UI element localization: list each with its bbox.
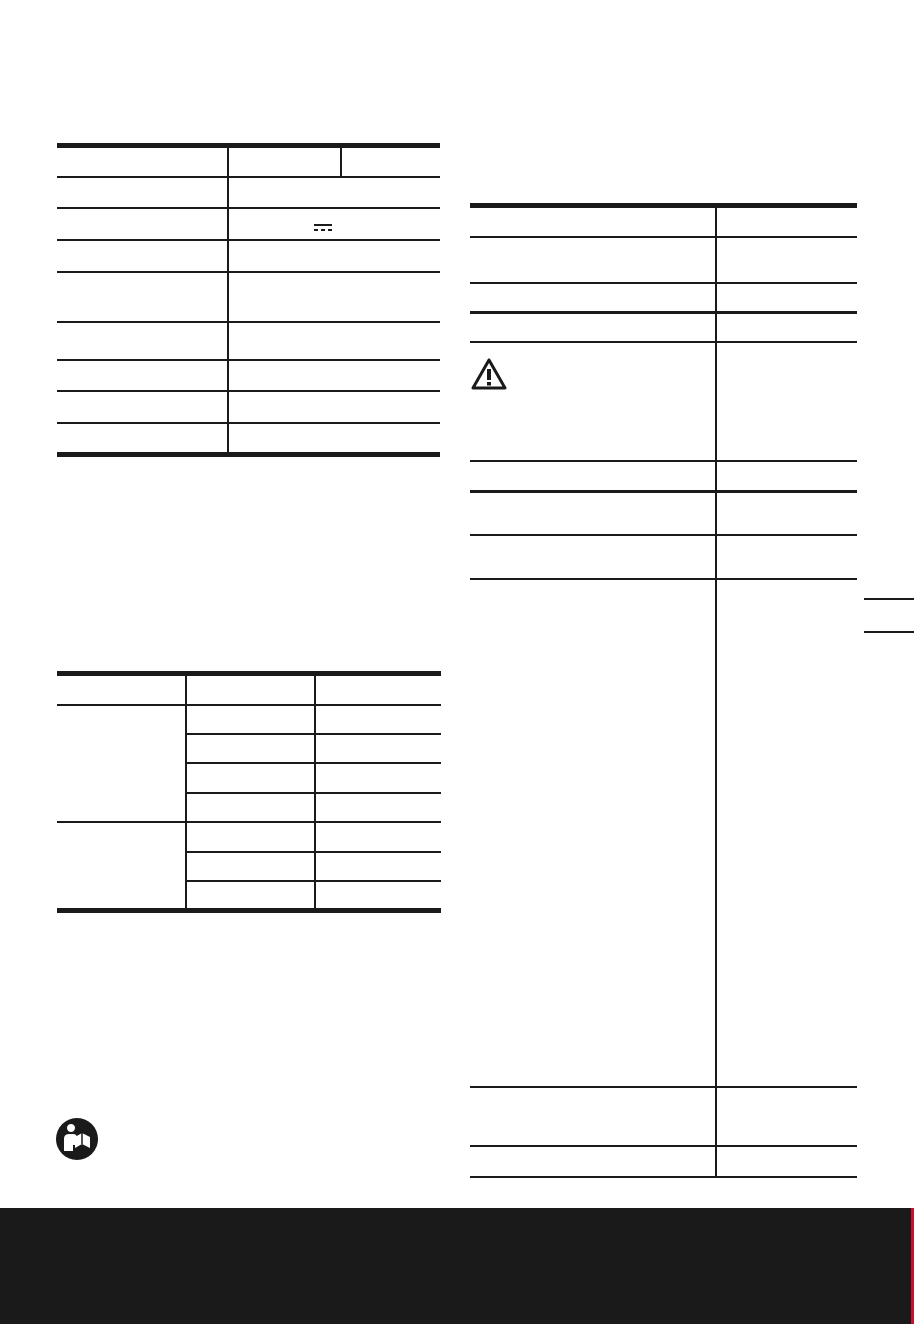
side-tab-marker (864, 631, 914, 633)
table-column-divider (340, 148, 342, 176)
table-row-divider (185, 733, 441, 735)
table-row-divider (185, 880, 441, 882)
table-row-divider (470, 236, 857, 238)
table-row-divider (470, 1086, 857, 1088)
table-row-divider (57, 271, 440, 273)
table-row-divider (57, 704, 441, 706)
table-bottom-rule (470, 1176, 857, 1178)
table-column-divider (715, 208, 717, 1178)
table-row-divider (185, 762, 441, 764)
side-tab-marker (864, 598, 914, 600)
table-row-divider (185, 851, 441, 853)
table-row-divider (57, 422, 440, 424)
table-row-divider (470, 311, 857, 314)
table-row-divider (470, 578, 857, 580)
table-top-rule (470, 203, 857, 208)
table-top-rule (57, 671, 441, 676)
table-row-divider (470, 1145, 857, 1147)
table-row-divider (470, 282, 857, 284)
table-row-divider (57, 239, 440, 241)
direct-current-icon (314, 219, 332, 237)
table-column-divider (227, 148, 229, 453)
table-row-divider (57, 176, 440, 178)
table-row-divider (57, 207, 440, 209)
warning-triangle-icon (470, 357, 508, 396)
table-row-divider (57, 359, 440, 361)
table-row-divider (470, 341, 857, 343)
table-row-divider (57, 821, 441, 823)
table-row-divider (57, 390, 440, 392)
table-row-divider (57, 321, 440, 323)
footer-band (0, 1208, 914, 1324)
table-bottom-rule (57, 908, 441, 913)
table-row-divider (470, 490, 857, 493)
table-top-rule (57, 143, 440, 148)
table-row-divider (470, 534, 857, 536)
read-manual-icon (55, 1117, 99, 1166)
table-row-divider (185, 792, 441, 794)
table-bottom-rule (57, 452, 440, 457)
table-row-divider (470, 460, 857, 462)
